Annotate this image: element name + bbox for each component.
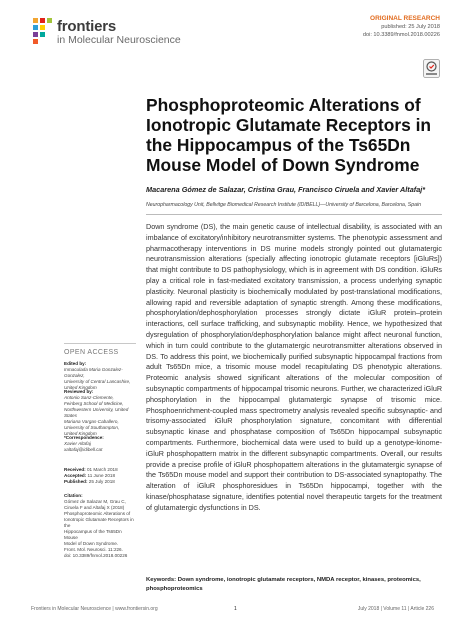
reviewed-by-head: Reviewed by: bbox=[64, 389, 94, 394]
sidebar-divider bbox=[64, 343, 136, 344]
frontiers-logo-icon bbox=[31, 16, 53, 46]
citation-line: Hippocampus of the Ts65Dn Mouse bbox=[64, 529, 122, 540]
correspondence-head: *Correspondence: bbox=[64, 435, 104, 440]
accepted-date: 11 June 2018 bbox=[87, 473, 116, 478]
editor-line[interactable]: Inmaculada Maria Gonzalez-Gonzalez, bbox=[64, 367, 123, 378]
abstract: Down syndrome (DS), the main genetic cause of intellectual disability, is associated with an imbalance of excitatory/inhibitory neurotransmitter systems. The phenotypic assessment and pharmacotherapy interventions in DS murine models strongly pointed out glutamatergic neurotransmission alterations (specially affecting ionotropic glutamate receptors [iGluRs]) that might contribute to DS pathophysiology, which is in agreement with DS condition. iGluRs play a critical role in fast-mediated excitatory transmission, a process underlying synaptic plasticity. Neuronal plasticity is biochemically modulated by post-translational modifications, allowing rapid and reversible adaptation of synaptic strength. Among these modifications, phosphorylation/dephosphorylation processes strongly dictate iGluR protein–protein interactions, cell surface trafficking, and subsynaptic mobility. Hence, we hypothesized that dysregulation of phosphorylation/dephosphorylation balance might affect neuronal function, which in turn could contribute to the glutamatergic neurotransmitter alterations observed in DS. To address this point, we biochemically purified subsynaptic hippocampal fractions from adult Ts65Dn mice, a trisomic mouse model recapitulating DS phenotypic alterations. Proteomic analysis showed significant alterations of the molecular composition of subsynaptic compartments of hippocampal trisomic neurons. Further, we characterized iGluR phosphorylation in the hippocampal glutamatergic synapse of trisomic mice. Phosphoenrichment-coupled mass spectrometry analysis revealed specific subsynaptic- and trisomy-associated iGluR phosphorylation signature, concomitant with differential subsynaptic kinase and phosphatase composition of Ts65Dn hippocampal subsynaptic compartments. Furthermore, biochemical data were used to build up a genotype-kinome-iGluR phosphopattern matrix in the different subsynaptic compartments. Overall, our results provide a precise profile of iGluR phosphopattern alterations in the glutamatergic synapse of the Ts65Dn mouse model and support their contribution to DS-associated synaptopathy. The alteration of iGluR phosphoresidues in Ts65Dn hippocampi, together with the kinase/phosphatase signature, identifies potential novel therapeutic targets for the treatment of glutamatergic dysfunctions in DS. bbox=[146, 222, 443, 512]
affiliation: Neuropharmacology Unit, Bellvitge Biomedical Research Institute (IDIBELL)—University of Barcelona, Barcelona, Spain bbox=[146, 202, 422, 208]
correspondent-email[interactable]: xaltafaj@idibell.cat bbox=[64, 447, 103, 452]
reviewer-line: University of Southampton, bbox=[64, 425, 120, 430]
citation-line: Gómez de Salazar M, Grau C, bbox=[64, 499, 126, 504]
doi-link[interactable]: doi: 10.3389/fnmol.2018.00226 bbox=[362, 32, 440, 38]
check-for-updates-icon[interactable] bbox=[423, 59, 440, 78]
correspondent-name: Xavier Altafaj bbox=[64, 441, 91, 446]
published-side-date: 25 July 2018 bbox=[88, 479, 115, 484]
citation-line: Front. Mol. Neurosci. 11:226. bbox=[64, 547, 123, 552]
journal-name: frontiers bbox=[57, 18, 117, 35]
author-list: Macarena Gómez de Salazar, Cristina Grau, Francisco Ciruela and Xavier Altafaj* bbox=[146, 185, 426, 194]
journal-subtitle: in Molecular Neuroscience bbox=[57, 34, 181, 46]
accepted-label: Accepted: bbox=[64, 473, 87, 478]
reviewer-line[interactable]: Mariana Vargas-Caballero, bbox=[64, 419, 119, 424]
title-divider bbox=[146, 214, 442, 215]
reviewer-line: Northwestern University, United States bbox=[64, 407, 129, 418]
correspondence bbox=[64, 435, 136, 453]
keywords-label: Keywords: bbox=[146, 577, 177, 583]
reviewer-line[interactable]: Antonio Sanz-Clemente, bbox=[64, 395, 114, 400]
journal-logo[interactable] bbox=[31, 16, 231, 50]
published-label: Published: bbox=[64, 479, 88, 484]
footer-journal[interactable]: Frontiers in Molecular Neuroscience | www.frontiersin.org bbox=[31, 606, 158, 612]
edited-by bbox=[64, 361, 136, 391]
keywords-list: Down syndrome, ionotropic glutamate receptors, NMDA receptor, kinases, proteomics, phosphoproteomics bbox=[146, 577, 421, 592]
page-number: 1 bbox=[234, 606, 237, 612]
published-date: published: 25 July 2018 bbox=[381, 24, 440, 30]
article-title: Phosphoproteomic Alterations of Ionotropic Glutamate Receptors in the Hippocampus of the Ts65Dn Mouse Model of Down Syndrome bbox=[146, 95, 432, 175]
citation-line: Phosphoproteomic Alterations of bbox=[64, 511, 131, 516]
citation-doi[interactable]: doi: 10.3389/fnmol.2018.00226 bbox=[64, 553, 128, 558]
citation-line: Ionotropic Glutamate Receptors in the bbox=[64, 517, 134, 528]
citation-line: Model of Down Syndrome. bbox=[64, 541, 119, 546]
keywords bbox=[146, 576, 442, 594]
editor-line: United Kingdom bbox=[64, 385, 97, 390]
edited-by-head: Edited by: bbox=[64, 361, 87, 366]
dates bbox=[64, 467, 136, 485]
footer-issue-info: July 2018 | Volume 11 | Article 226 bbox=[357, 606, 434, 612]
article-type: ORIGINAL RESEARCH bbox=[370, 15, 440, 22]
received-date: 01 March 2018 bbox=[87, 467, 118, 472]
citation-line: Ciruela F and Altafaj X (2018) bbox=[64, 505, 125, 510]
article-meta bbox=[363, 15, 440, 39]
editor-line: University of Central Lancashire, bbox=[64, 379, 131, 384]
citation-head: Citation: bbox=[64, 493, 83, 498]
received-label: Received: bbox=[64, 467, 86, 472]
reviewer-line: United Kingdom bbox=[64, 431, 97, 436]
reviewer-line: Feinberg School of Medicine, bbox=[64, 401, 124, 406]
reviewed-by bbox=[64, 389, 136, 437]
citation bbox=[64, 493, 136, 559]
open-access-label: OPEN ACCESS bbox=[64, 349, 119, 356]
